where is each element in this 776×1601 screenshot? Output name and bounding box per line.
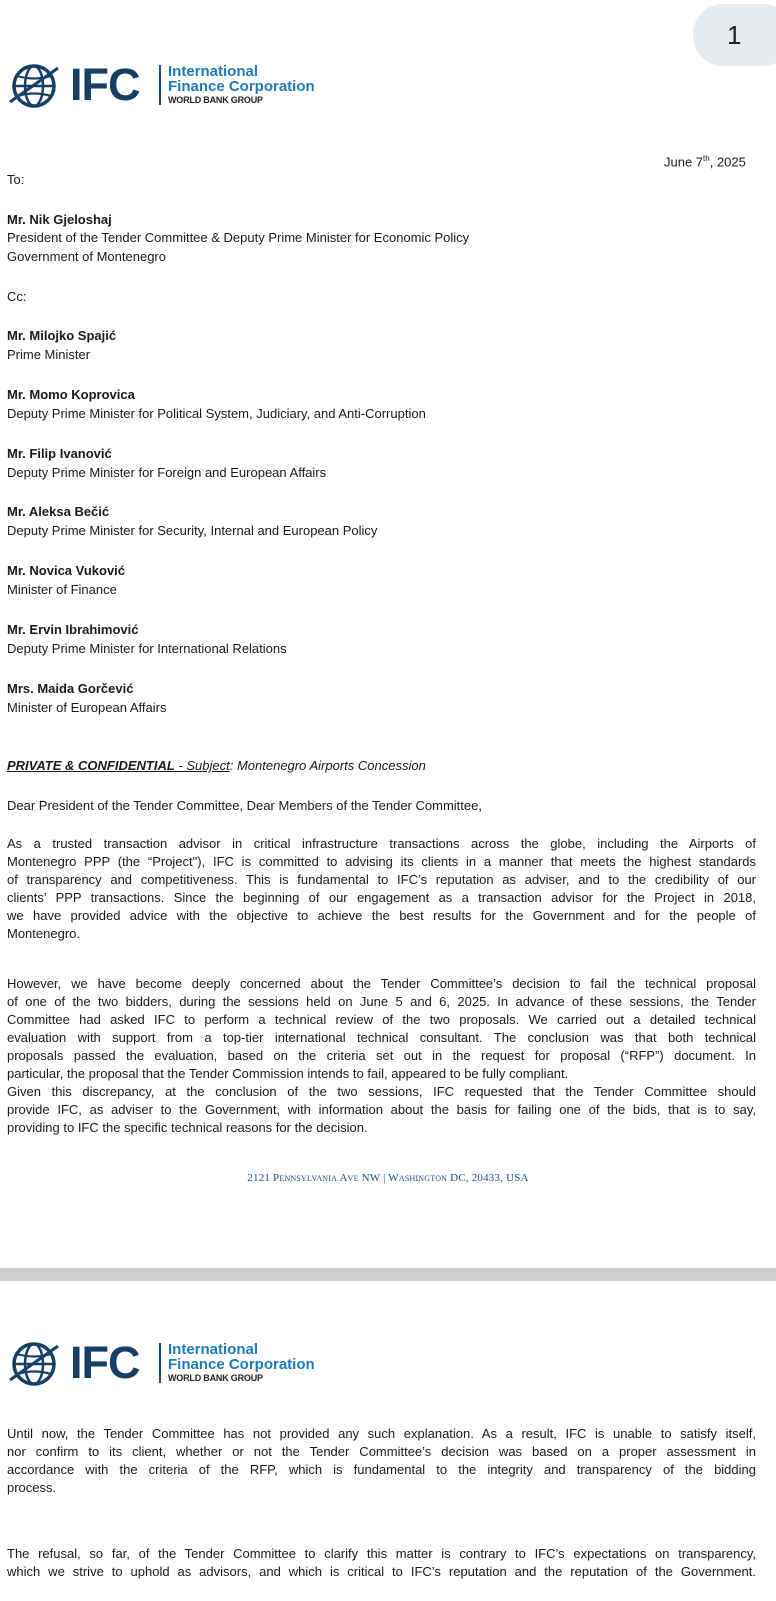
body-paragraph: As a trusted transaction advisor in critical infrastructure transactions across the globe, including the Airports of Montenegro PPP (the “Project"), IFC is committed to advising its clients in a manner that meets the highest standards of transparency and competitiveness. This is fundamental to IFC’s reputation as adviser, and to the credibility of our clients’ PPP transactions. Since the beginning of our engagement as a transaction advisor for the Project in 2018, we have provided advice with the objective to achieve the best results for the Government and for the people of Montenegro.	[7, 836, 756, 941]
cc-title: Prime Minister	[7, 347, 91, 362]
logo-divider	[159, 1343, 161, 1383]
logo-divider	[159, 65, 161, 105]
ifc-logo	[6, 59, 346, 110]
subject-line: PRIVATE & CONFIDENTIAL - Subject: Montenegro Airports Concession	[7, 758, 426, 773]
recipient-name: Mr. Nik Gjeloshaj	[7, 212, 112, 227]
logo-org-line2: Finance Corporation	[168, 1356, 315, 1373]
page-number-badge: 1	[693, 4, 776, 66]
salutation: Dear President of the Tender Committee, Dear Members of the Tender Committee,	[7, 798, 482, 813]
globe-icon	[6, 1340, 66, 1386]
body-paragraph: However, we have become deeply concerned about the Tender Committee’s decision to fail the technical proposal of one of the two bidders, during the sessions held on June 5 and 6, 2025. In advance of these sessions, the Tender Committee had asked IFC to perform a technical review of the two proposals. We carried out a detailed technical evaluation with support from a top-tier international technical consultant. The conclusion was that both technical proposals passed the evaluation, based on the criteria set out in the request for proposal (“RFP”) document. In particular, the proposal that the Tender Commission intends to fail, appeared to be fully compliant. Given this discrepancy, at the conclusion of the two sessions, IFC requested that the Tender Committee should provide IFC, as adviser to the Government, with information about the basis for failing one of the bids, that is to say, providing to IFC the specific technical reasons for the decision.	[7, 976, 756, 1135]
logo-group: WORLD BANK GROUP	[168, 1373, 263, 1383]
cc-label: Cc:	[7, 289, 27, 304]
cc-title: Minister of Finance	[7, 582, 117, 597]
cc-title: Deputy Prime Minister for International Relations	[7, 641, 287, 656]
ifc-logo	[6, 1337, 346, 1388]
cc-name: Mrs. Maida Gorčević	[7, 681, 134, 696]
cc-name: Mr. Novica Vuković	[7, 563, 126, 578]
logo-org-line2: Finance Corporation	[168, 78, 315, 95]
page-separator	[0, 1268, 776, 1281]
cc-name: Mr. Filip Ivanović	[7, 446, 112, 461]
recipient-title: President of the Tender Committee & Deputy Prime Minister for Economic Policy	[7, 230, 470, 245]
logo-mark-text: IFC	[70, 59, 140, 110]
logo-group: WORLD BANK GROUP	[168, 95, 263, 105]
globe-icon	[6, 62, 66, 108]
cc-name: Mr. Aleksa Bečić	[7, 504, 110, 519]
cc-title: Deputy Prime Minister for Political System, Judiciary, and Anti-Corruption	[7, 406, 426, 421]
body-paragraph: Until now, the Tender Committee has not provided any such explanation. As a result, IFC is unable to satisfy itself, nor confirm to its client, whether or not the Tender Committee’s decision was based on a proper assessment in accordance with the criteria of the RFP, which is fundamental to the integrity and transparency of the bidding process.	[7, 1426, 756, 1495]
footer-address: 2121 Pennsylvania Ave NW | Washington DC, 20433, USA	[247, 1172, 529, 1184]
body-paragraph: The refusal, so far, of the Tender Committee to clarify this matter is contrary to IFC’s expectations on transparency, which we strive to uphold as advisors, and which is critical to IFC’s reputation and the reputation of the Government.	[7, 1546, 756, 1579]
to-label: To:	[7, 172, 25, 187]
cc-title: Deputy Prime Minister for Foreign and European Affairs	[7, 465, 327, 480]
logo-mark-text: IFC	[70, 1337, 140, 1388]
letter-date: June 7th, 2025	[664, 154, 746, 170]
logo-org-line1: International	[168, 1341, 259, 1358]
cc-name: Mr. Momo Koprovica	[7, 387, 135, 402]
cc-title: Deputy Prime Minister for Security, Internal and European Policy	[7, 523, 378, 538]
cc-name: Mr. Milojko Spajić	[7, 328, 117, 343]
cc-title: Minister of European Affairs	[7, 700, 167, 715]
cc-name: Mr. Ervin Ibrahimović	[7, 622, 139, 637]
recipient-org: Government of Montenegro	[7, 249, 166, 264]
logo-org-line1: International	[168, 63, 259, 80]
